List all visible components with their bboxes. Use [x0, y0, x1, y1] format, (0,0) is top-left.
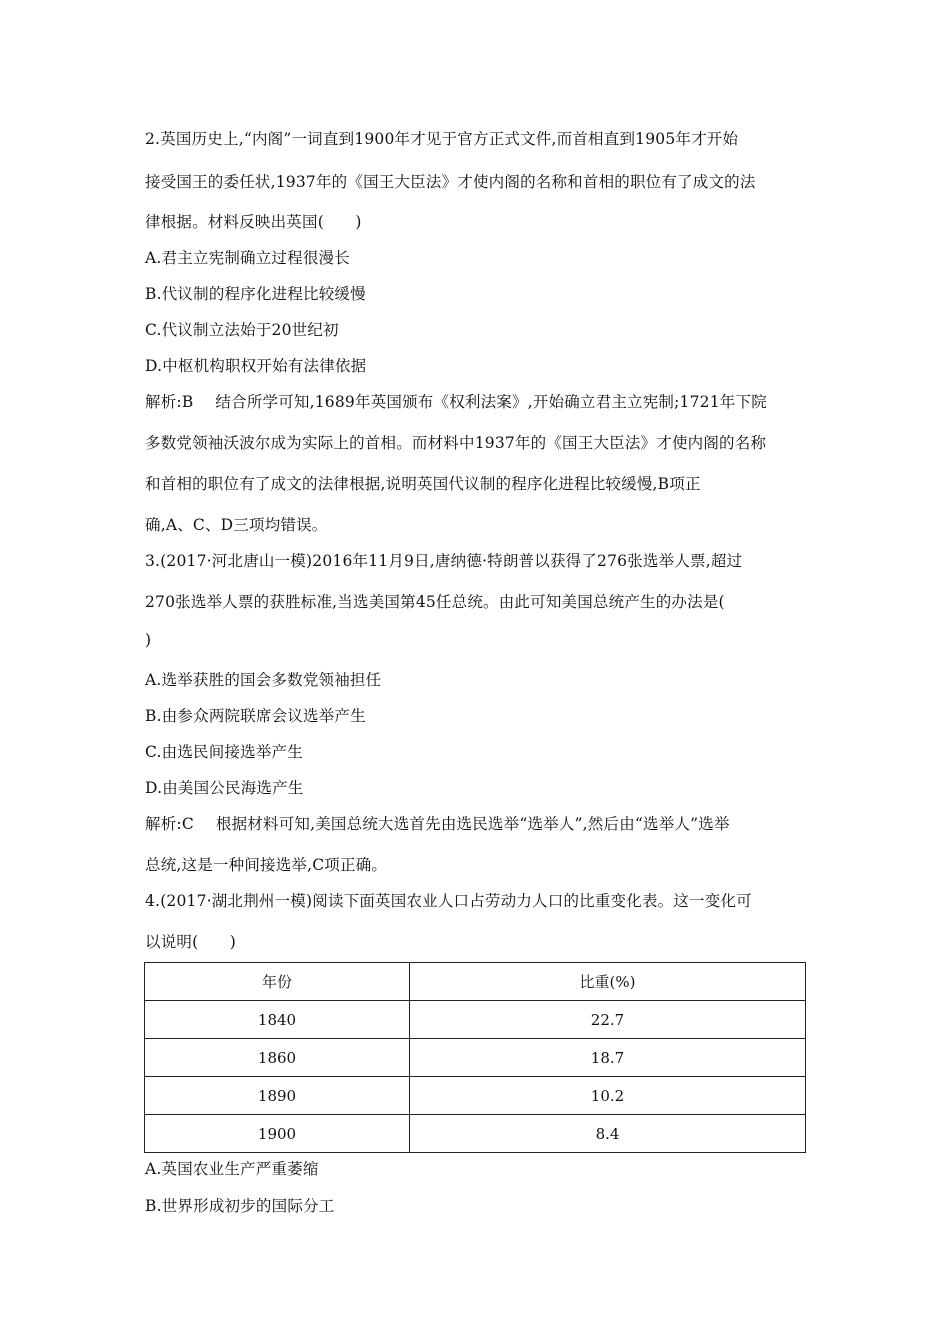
q2-option-d: D.中枢机构职权开始有法律依据 [145, 357, 367, 375]
q4-option-b: B.世界形成初步的国际分工 [145, 1197, 335, 1215]
farm-population-table [144, 962, 806, 1153]
table-row [145, 1001, 806, 1039]
table-cell-share: 18.7 [410, 1039, 806, 1077]
q2-analysis-label: 解析:B [145, 393, 194, 411]
q4-stem-line-2: 以说明( ) [145, 933, 236, 951]
q3-option-a: A.选举获胜的国会多数党领袖担任 [145, 671, 382, 689]
q3-analysis-text-1: 根据材料可知,美国总统大选首先由选民选举“选举人”,然后由“选举人”选举 [215, 815, 730, 833]
q2-analysis-line-2: 多数党领袖沃波尔成为实际上的首相。而材料中1937年的《国王大臣法》才使内阁的名称 [145, 434, 767, 452]
q2-option-c: C.代议制立法始于20世纪初 [145, 321, 339, 339]
table-cell-year: 1900 [145, 1115, 410, 1153]
q2-analysis-line-4: 确,A、C、D三项均错误。 [145, 516, 328, 534]
q3-option-d: D.由美国公民海选产生 [145, 779, 304, 797]
table-row [145, 1077, 806, 1115]
q2-stem-line-2: 接受国王的委任状,1937年的《国王大臣法》才使内阁的名称和首相的职位有了成文的法 [145, 173, 756, 191]
table-cell-share: 22.7 [410, 1001, 806, 1039]
q3-stem-line-1: 3.(2017·河北唐山一模)2016年11月9日,唐纳德·特朗普以获得了276张选举人票,超过 [145, 552, 743, 570]
q2-stem-line-1: 2.英国历史上,“内阁”一词直到1900年才见于官方正式文件,而首相直到1905年才开始 [145, 130, 739, 148]
table-cell-year: 1890 [145, 1077, 410, 1115]
q2-analysis-line-1 [145, 390, 767, 412]
q4-option-a: A.英国农业生产严重萎缩 [145, 1160, 319, 1178]
table-cell-share: 10.2 [410, 1077, 806, 1115]
table-cell-year: 1840 [145, 1001, 410, 1039]
q2-analysis-text-1: 结合所学可知,1689年英国颁布《权利法案》,开始确立君主立宪制;1721年下院 [215, 393, 767, 411]
q3-option-c: C.由选民间接选举产生 [145, 743, 303, 761]
q3-analysis-line-2: 总统,这是一种间接选举,C项正确。 [145, 856, 388, 874]
q2-analysis-line-3: 和首相的职位有了成文的法律根据,说明英国代议制的程序化进程比较缓慢,B项正 [145, 475, 701, 493]
q3-stem-line-3: ) [145, 631, 152, 649]
table-header-row [145, 963, 806, 1001]
table-row [145, 1115, 806, 1153]
table-header-share: 比重(%) [410, 963, 806, 1001]
q3-stem-line-2: 270张选举人票的获胜标准,当选美国第45任总统。由此可知美国总统产生的办法是( [145, 593, 725, 611]
table-cell-share: 8.4 [410, 1115, 806, 1153]
q2-option-a: A.君主立宪制确立过程很漫长 [145, 249, 350, 267]
table-cell-year: 1860 [145, 1039, 410, 1077]
q2-option-b: B.代议制的程序化进程比较缓慢 [145, 285, 366, 303]
q3-analysis-line-1 [145, 812, 730, 834]
q3-analysis-label: 解析:C [145, 815, 194, 833]
q3-option-b: B.由参众两院联席会议选举产生 [145, 707, 366, 725]
q2-stem-line-3: 律根据。材料反映出英国( ) [145, 213, 362, 231]
table-header-year: 年份 [145, 963, 410, 1001]
q4-stem-line-1: 4.(2017·湖北荆州一模)阅读下面英国农业人口占劳动力人口的比重变化表。这一变化可 [145, 892, 752, 910]
table-row [145, 1039, 806, 1077]
